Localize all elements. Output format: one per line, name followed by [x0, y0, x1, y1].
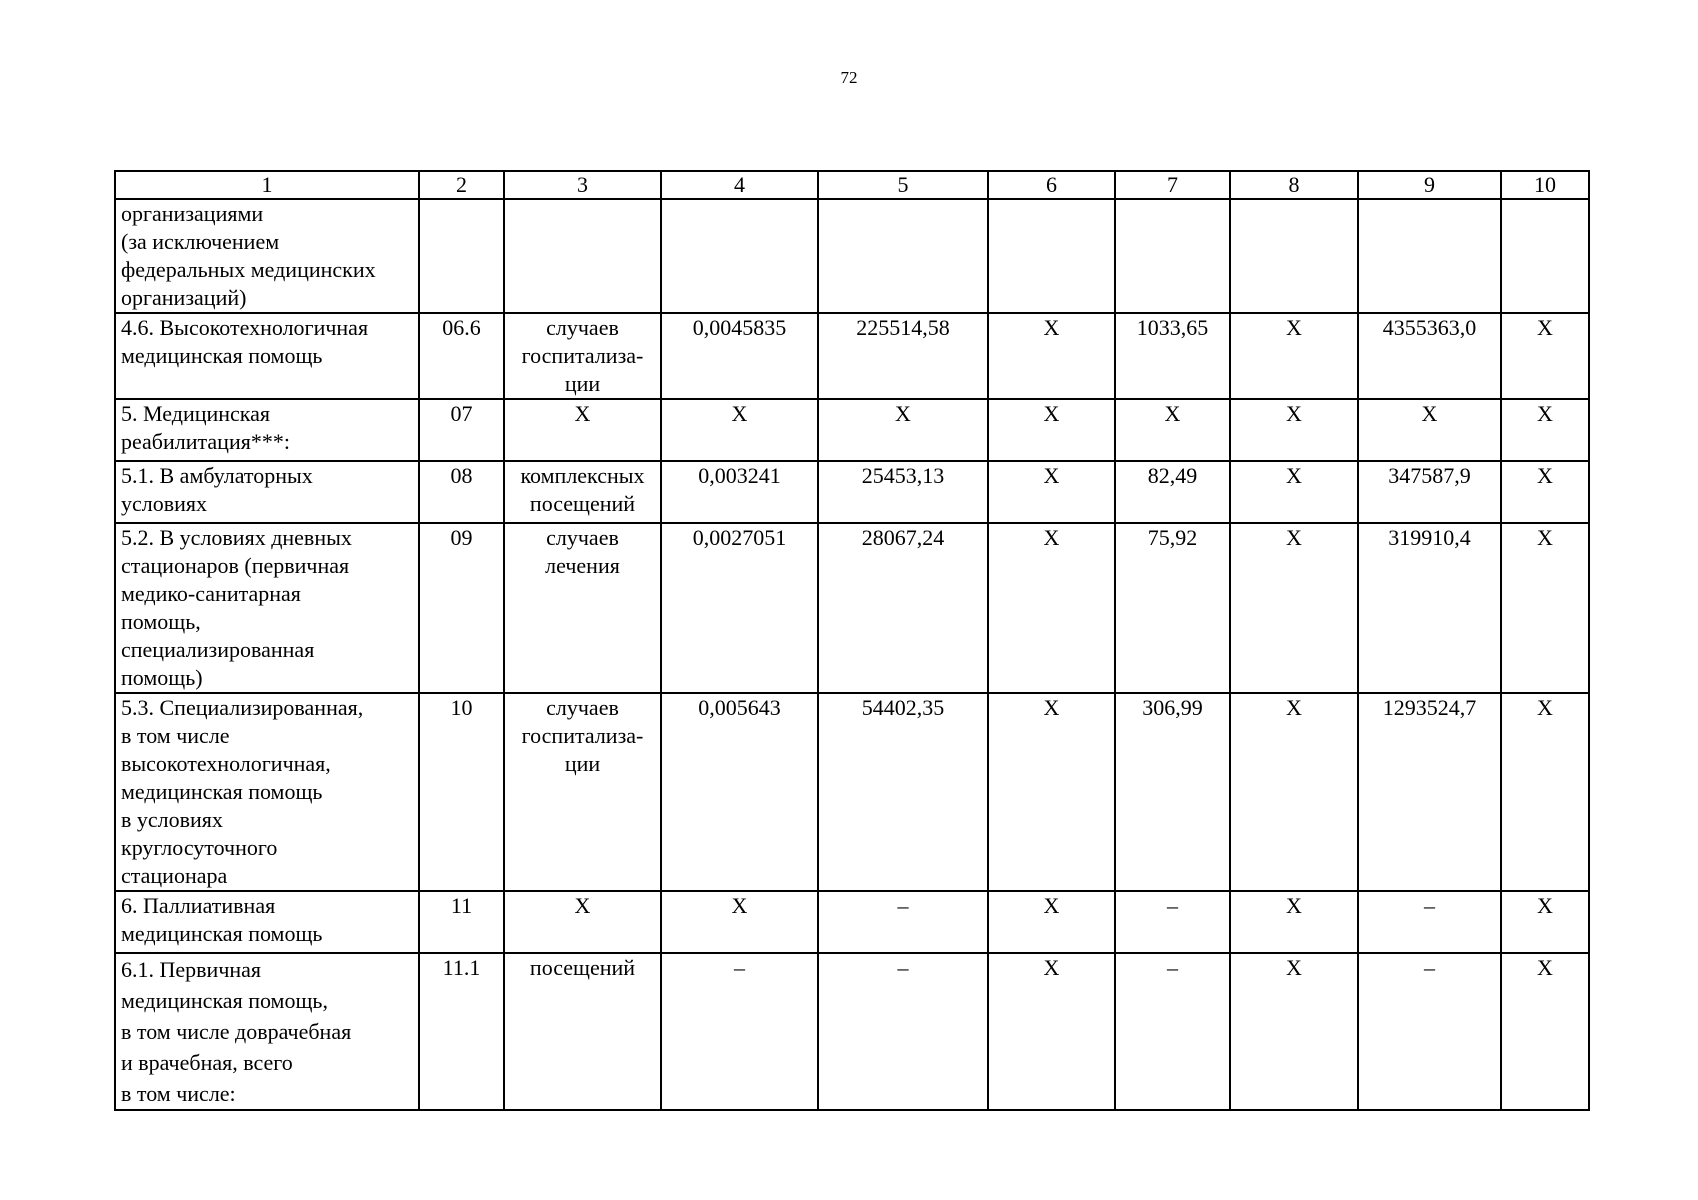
- column-number: 6: [988, 171, 1115, 199]
- column-number: 10: [1501, 171, 1589, 199]
- row-unit: комплексных посещений: [504, 461, 661, 523]
- table-cell: 0,0027051: [661, 523, 818, 693]
- table-cell: –: [818, 953, 988, 1110]
- row-unit: случаев госпитализа- ции: [504, 693, 661, 891]
- table-row: [115, 891, 1589, 953]
- column-number: 3: [504, 171, 661, 199]
- table-cell: X: [988, 953, 1115, 1110]
- row-label: 5.1. В амбулаторных условиях: [115, 461, 419, 523]
- column-number: 1: [115, 171, 419, 199]
- row-label: 5. Медицинская реабилитация***:: [115, 399, 419, 461]
- table-cell: [1501, 199, 1589, 313]
- table-cell: X: [1230, 523, 1358, 693]
- row-unit: [504, 199, 661, 313]
- table-row: [115, 523, 1589, 693]
- table-cell: X: [1501, 693, 1589, 891]
- table-cell: –: [1115, 891, 1230, 953]
- table-row: [115, 399, 1589, 461]
- table-cell: 54402,35: [818, 693, 988, 891]
- row-label: 6.1. Первичная медицинская помощь, в том числе доврачебная и врачебная, всего в том числе:: [115, 953, 419, 1110]
- table-cell: 306,99: [1115, 693, 1230, 891]
- table-cell: X: [1501, 523, 1589, 693]
- column-number: 8: [1230, 171, 1358, 199]
- table-cell: X: [1501, 399, 1589, 461]
- table-row: [115, 199, 1589, 313]
- table-cell: 0,005643: [661, 693, 818, 891]
- table-cell: X: [1501, 953, 1589, 1110]
- table-cell: X: [1230, 399, 1358, 461]
- table-cell: 225514,58: [818, 313, 988, 399]
- table-cell: 1033,65: [1115, 313, 1230, 399]
- table-body: [115, 171, 1589, 1110]
- table-cell: X: [1230, 891, 1358, 953]
- table-cell: –: [661, 953, 818, 1110]
- data-table: [114, 170, 1590, 1111]
- table-cell: X: [661, 399, 818, 461]
- table-cell: X: [988, 399, 1115, 461]
- table-cell: 25453,13: [818, 461, 988, 523]
- table-row: [115, 461, 1589, 523]
- table-row: [115, 953, 1589, 1110]
- row-unit: случаев лечения: [504, 523, 661, 693]
- table-cell: 82,49: [1115, 461, 1230, 523]
- table-cell: 347587,9: [1358, 461, 1501, 523]
- table-cell: 0,003241: [661, 461, 818, 523]
- table-cell: [1230, 199, 1358, 313]
- table-cell: X: [988, 693, 1115, 891]
- table-cell: 4355363,0: [1358, 313, 1501, 399]
- row-unit: X: [504, 399, 661, 461]
- table-cell: X: [1358, 399, 1501, 461]
- column-number: 9: [1358, 171, 1501, 199]
- table-cell: X: [1501, 461, 1589, 523]
- column-number: 2: [419, 171, 504, 199]
- page-number: 72: [840, 68, 858, 87]
- table-cell: X: [988, 313, 1115, 399]
- row-label: 4.6. Высокотехнологичная медицинская помощь: [115, 313, 419, 399]
- column-number-row: [115, 171, 1589, 199]
- table-cell: –: [1358, 891, 1501, 953]
- column-number: 5: [818, 171, 988, 199]
- row-code: 08: [419, 461, 504, 523]
- table-cell: 75,92: [1115, 523, 1230, 693]
- table-cell: 319910,4: [1358, 523, 1501, 693]
- row-label: 6. Паллиативная медицинская помощь: [115, 891, 419, 953]
- table-cell: X: [988, 523, 1115, 693]
- table-cell: –: [1358, 953, 1501, 1110]
- table-cell: X: [818, 399, 988, 461]
- table-cell: X: [988, 461, 1115, 523]
- table-cell: X: [1501, 313, 1589, 399]
- table-row: [115, 693, 1589, 891]
- column-number: 4: [661, 171, 818, 199]
- table-cell: [1358, 199, 1501, 313]
- table-cell: [1115, 199, 1230, 313]
- row-label: 5.2. В условиях дневных стационаров (первичная медико-санитарная помощь, специализированная помощь): [115, 523, 419, 693]
- table-cell: 28067,24: [818, 523, 988, 693]
- table-cell: X: [988, 891, 1115, 953]
- row-unit: X: [504, 891, 661, 953]
- column-number: 7: [1115, 171, 1230, 199]
- row-code: 11.1: [419, 953, 504, 1110]
- table-cell: 1293524,7: [1358, 693, 1501, 891]
- row-label: 5.3. Специализированная, в том числе высокотехнологичная, медицинская помощь в условиях круглосуточного стационара: [115, 693, 419, 891]
- row-unit: посещений: [504, 953, 661, 1110]
- table-cell: X: [661, 891, 818, 953]
- table-cell: –: [818, 891, 988, 953]
- table-cell: –: [1115, 953, 1230, 1110]
- row-label: организациями (за исключением федеральных медицинских организаций): [115, 199, 419, 313]
- table-cell: X: [1501, 891, 1589, 953]
- row-code: 07: [419, 399, 504, 461]
- table-cell: X: [1230, 693, 1358, 891]
- table-cell: X: [1115, 399, 1230, 461]
- row-code: 06.6: [419, 313, 504, 399]
- table-cell: [661, 199, 818, 313]
- table-cell: [988, 199, 1115, 313]
- row-unit: случаев госпитализа- ции: [504, 313, 661, 399]
- table-cell: X: [1230, 313, 1358, 399]
- table-cell: [818, 199, 988, 313]
- row-code: [419, 199, 504, 313]
- table-row: [115, 313, 1589, 399]
- table-cell: X: [1230, 461, 1358, 523]
- row-code: 10: [419, 693, 504, 891]
- table-cell: 0,0045835: [661, 313, 818, 399]
- table-cell: X: [1230, 953, 1358, 1110]
- row-code: 11: [419, 891, 504, 953]
- row-code: 09: [419, 523, 504, 693]
